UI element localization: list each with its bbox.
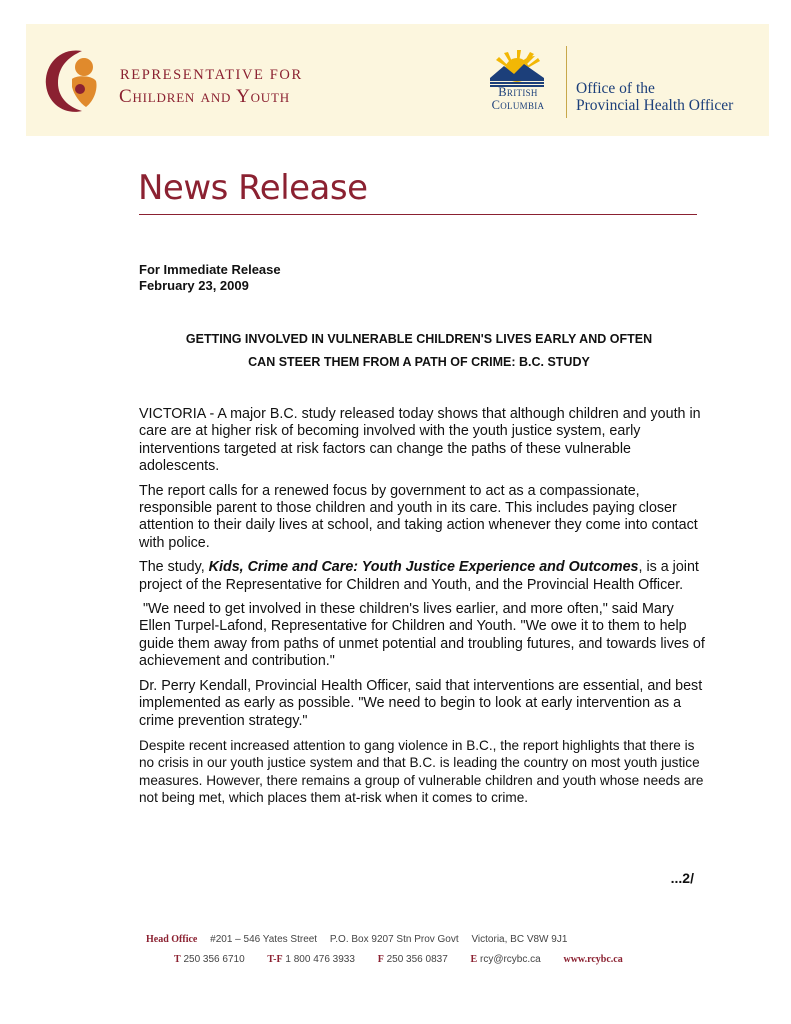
footer-street: #201 – 546 Yates Street [210,934,318,945]
paragraph-3-pre: The study, [139,559,209,576]
release-date: February 23, 2009 [139,278,249,293]
release-label: For Immediate Release [139,262,281,277]
footer-po-box: P.O. Box 9207 Stn Prov Govt [329,934,459,945]
paragraph-3 [139,559,705,594]
rcy-name-line1: REPRESENTATIVE FOR [120,67,303,83]
footer-tollfree: 1 800 476 3933 [285,954,355,965]
bc-name [478,86,558,112]
pho-line1: Office of the [576,80,655,97]
bc-name-line2: Columbia [491,98,545,112]
release-info [139,262,281,294]
page-title: News Release [138,168,368,208]
paragraph-2: The report calls for a renewed focus by government to act as a compassionate, responsible parent to those children and youth in its care. This includes paying closer attention to their daily lives at school, and taking action whenever they come into contact with police. [139,482,698,551]
footer-contact-line [146,950,666,970]
footer-email-link[interactable]: rcy@rcybc.ca [479,954,541,965]
title-divider [139,214,697,215]
paragraph-5: Dr. Perry Kendall, Provincial Health Officer, said that interventions are essential, and best implemented as early as possible. "We need to begin to look at early intervention as a crime prevention strategy." [139,677,703,729]
footer-fax: 250 356 0837 [386,954,448,965]
paragraph-1: VICTORIA - A major B.C. study released today shows that although children and youth in care are at higher risk of becoming involved with the youth justice system, early interventions targeted at risk factors can change the paths of these vulnerable adolescents. [139,406,701,475]
footer-tel: 250 356 6710 [183,954,245,965]
article-body [139,406,709,814]
footer [146,930,666,970]
header-divider [566,46,567,118]
footer-website-link[interactable]: www.rcybc.ca [563,954,623,965]
headline-line2: CAN STEER THEM FROM A PATH OF CRIME: B.C. STUDY [248,355,590,369]
pho-office-name [576,80,733,114]
footer-tollfree-label: T-F [267,954,283,965]
footer-fax-label: F [377,954,384,965]
headline [139,328,699,374]
paragraph-6: Despite recent increased attention to gang violence in B.C., the report highlights that there is no crisis in our youth justice system and that B.C. is leading the country on most youth justice measures. However, there remains a group of vulnerable children and youth whose needs are not being met, which places them at-risk when it comes to crime. [139,737,704,806]
paragraph-4: "We need to get involved in these children's lives earlier, and more often," said Mary Ellen Turpel-Lafond, Representative for Children and Youth. "We owe it to them to help guide them away from paths of unmet potential and troubling futures, and towards lives of achievement and contribution." [139,601,709,670]
footer-email-label: E [470,954,478,965]
report-title: Kids, Crime and Care: Youth Justice Experience and Outcomes [208,559,639,576]
rcy-name-line2: Children and Youth [119,86,290,107]
footer-city: Victoria, BC V8W 9J1 [471,934,568,945]
footer-tel-label: T [174,954,181,965]
rcy-logo-icon [42,45,104,117]
headline-line1: GETTING INVOLVED IN VULNERABLE CHILDREN'S LIVES EARLY AND OFTEN [185,332,653,346]
page-continuation-marker: ...2/ [670,870,694,886]
footer-address-line [146,930,666,950]
bc-logo-icon [484,44,550,88]
footer-head-office: Head Office [146,934,198,945]
bc-name-line1: British [498,85,538,99]
paragraph-3-post: , is a joint project of the Representative for Children and Youth, and the Provincial Health Officer. [139,559,699,593]
pho-line2: Provincial Health Officer [576,97,734,114]
